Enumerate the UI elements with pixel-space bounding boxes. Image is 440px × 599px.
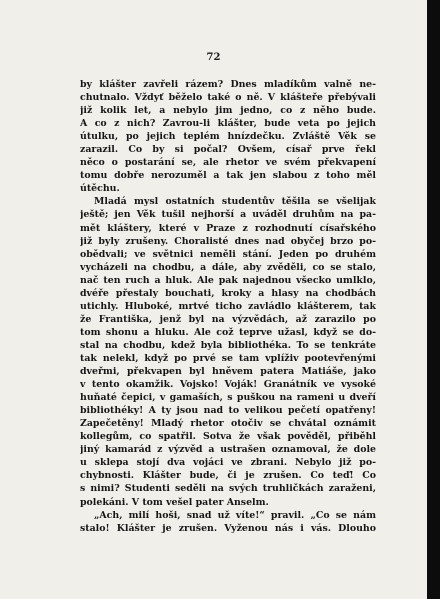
text-line: něco o postarání se, ale rhetor ve svém překvapení <box>80 157 376 169</box>
text-line: již kolik let, a nebylo jim jedno, co z něho bude. <box>80 105 376 117</box>
text-line: dvéře přestaly bouchati, kroky a hlasy na chodbách <box>80 287 376 299</box>
text-line: zarazil. Co by si počal? Ovšem, císař prve řekl <box>80 144 376 156</box>
page-number: 72 <box>206 52 221 63</box>
text-line: již byly zrušeny. Choralisté dnes nad obyčej brzo po- <box>80 235 376 247</box>
text-line: chutnalo. Vždyť běželo také o ně. V klášteře přebývali <box>80 92 376 104</box>
text-line: kollegům, co spatřil. Sotva že však pověděl, přiběhl <box>80 431 376 443</box>
text-line: by klášter zavřeli rázem? Dnes mladíkům valně ne- <box>80 79 376 90</box>
text-line: tak nelekl, když po prvé se tam vplíživ pootevřenými <box>80 352 376 364</box>
text-line: vycházeli na chodbu, a dále, aby zvěděli, co se stalo, <box>80 261 376 273</box>
text-line: „Ach, milí hoši, snad už víte!“ pravil. „Co se nám <box>94 509 376 521</box>
text-line: že Františka, jenž byl na výzvědách, až zarazilo po <box>80 313 376 325</box>
scan-edge <box>427 0 440 599</box>
text-line: huňaté čepici, v gamaších, s puškou na rameni u dveří <box>80 392 376 404</box>
text-line: obědvali; ve světnici neměli stání. Jeden po druhém <box>80 248 376 260</box>
text-line: jiný kamarád z výzvěd a ustrašen oznamoval, že dole <box>80 444 376 456</box>
text-line: u sklepa stojí dva vojáci ve zbrani. Nebylo již po- <box>80 457 376 469</box>
text-line: bibliothéky! A ty jsou nad to velikou pečetí opatřeny! <box>80 405 376 417</box>
body-text <box>80 78 376 535</box>
text-line: stal na chodbu, kdež byla bibliothéka. To se tenkráte <box>80 339 376 351</box>
text-line: útěchu. <box>80 183 120 195</box>
text-line: tomu dobře nerozuměl a tak jen slabou z toho měl <box>80 170 376 182</box>
text-line: stalo! Klášter je zrušen. Vyženou nás i vás. Dlouho <box>80 522 376 534</box>
text-line: v tento okamžik. Vojsko! Voják! Granátník ve vysoké <box>80 379 376 391</box>
text-line: utichly. Hluboké, mrtvé ticho zavládlo klášterem, tak <box>80 300 376 312</box>
text-line: ještě; jen Věk tušil nejhorší a uváděl druhům na pa- <box>80 209 376 221</box>
text-line: dveřmi, překvapen byl hněvem patera Matiáše, jako <box>80 366 376 378</box>
text-line: A co z nich? Zavrou-li klášter, bude veta po jejich <box>80 118 376 130</box>
text-line: s nimi? Studenti seděli na svých truhličkách zaraženi, <box>80 483 376 495</box>
text-line: Mladá mysl ostatních studentův těšila se všelijak <box>94 196 376 208</box>
text-line: nač ten ruch a hluk. Ale pak najednou všecko umlklo, <box>80 274 376 286</box>
text-line: mět kláštery, které v Praze z rozhodnutí císařského <box>80 222 376 234</box>
text-line: chybnosti. Klášter bude, či je zrušen. Co teď! Co <box>80 470 376 482</box>
text-line: polekáni. V tom vešel pater Anselm. <box>80 496 269 508</box>
text-line: Zapečetěny! Mladý rhetor otočiv se chvátal oznámit <box>80 418 376 430</box>
text-line: útulku, po jejich teplém hnízdečku. Zvláště Věk se <box>80 131 376 143</box>
text-line: tom shonu a hluku. Ale což teprve užasl, když se do- <box>80 326 376 338</box>
